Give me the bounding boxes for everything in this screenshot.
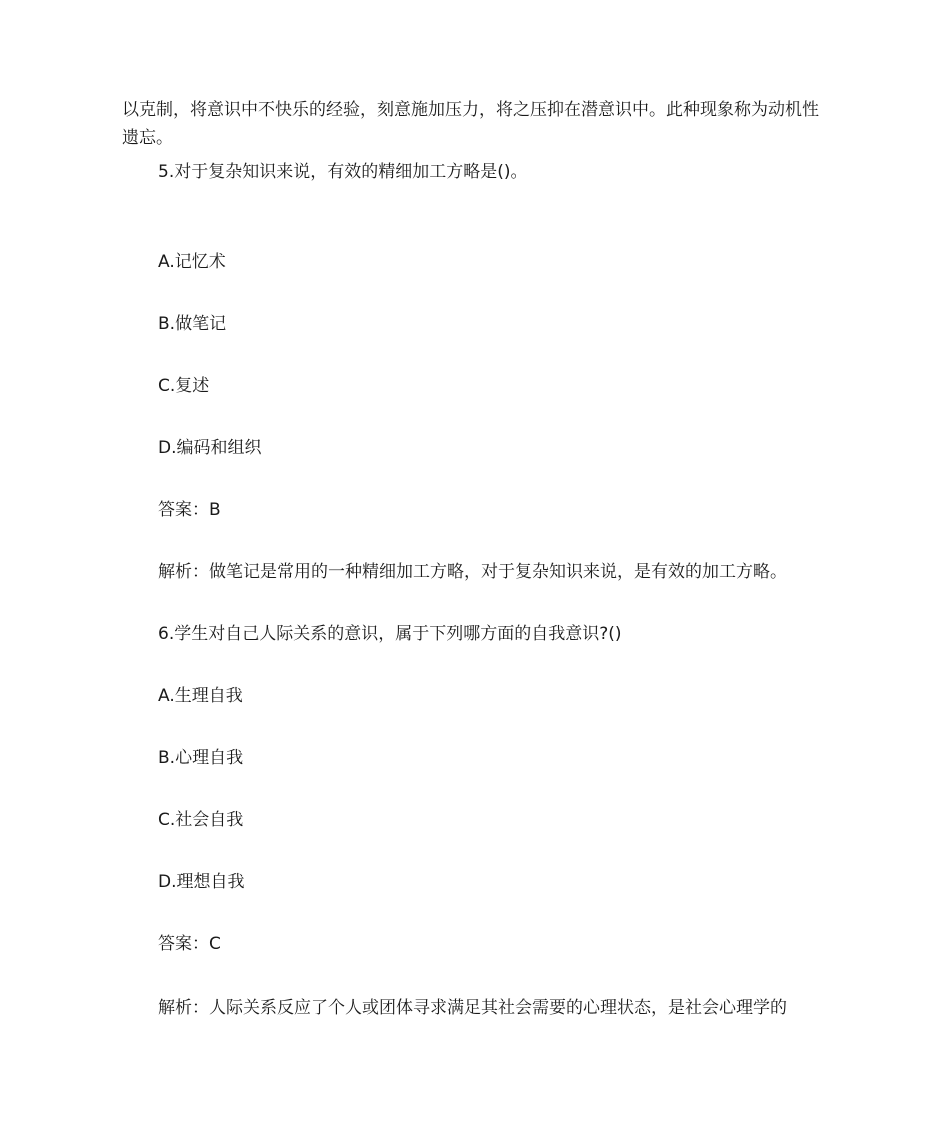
q6-option-a: A.生理自我 — [158, 686, 243, 706]
q6-option-c: C.社会自我 — [158, 810, 244, 830]
intro-paragraph: 以克制，将意识中不快乐的经验，刻意施加压力，将之压抑在潜意识中。此种现象称为动机性遗忘。 — [122, 100, 819, 148]
question-5-text: 5.对于复杂知识来说，有效的精细加工方略是()。 — [158, 162, 528, 182]
q6-option-b: B.心理自我 — [158, 748, 244, 768]
q5-option-c: C.复述 — [158, 376, 210, 396]
q5-option-d: D.编码和组织 — [158, 438, 262, 458]
q5-option-b: B.做笔记 — [158, 314, 227, 334]
q5-option-a: A.记忆术 — [158, 252, 226, 272]
q5-analysis: 解析：做笔记是常用的一种精细加工方略，对于复杂知识来说，是有效的加工方略。 — [158, 562, 787, 582]
q5-answer: 答案：B — [158, 500, 221, 520]
q6-option-d: D.理想自我 — [158, 872, 245, 892]
question-6-text: 6.学生对自己人际关系的意识，属于下列哪方面的自我意识?() — [158, 624, 622, 644]
q6-answer: 答案：C — [158, 934, 221, 954]
q6-analysis: 解析：人际关系反应了个人或团体寻求满足其社会需要的心理状态，是社会心理学的 — [158, 998, 787, 1018]
